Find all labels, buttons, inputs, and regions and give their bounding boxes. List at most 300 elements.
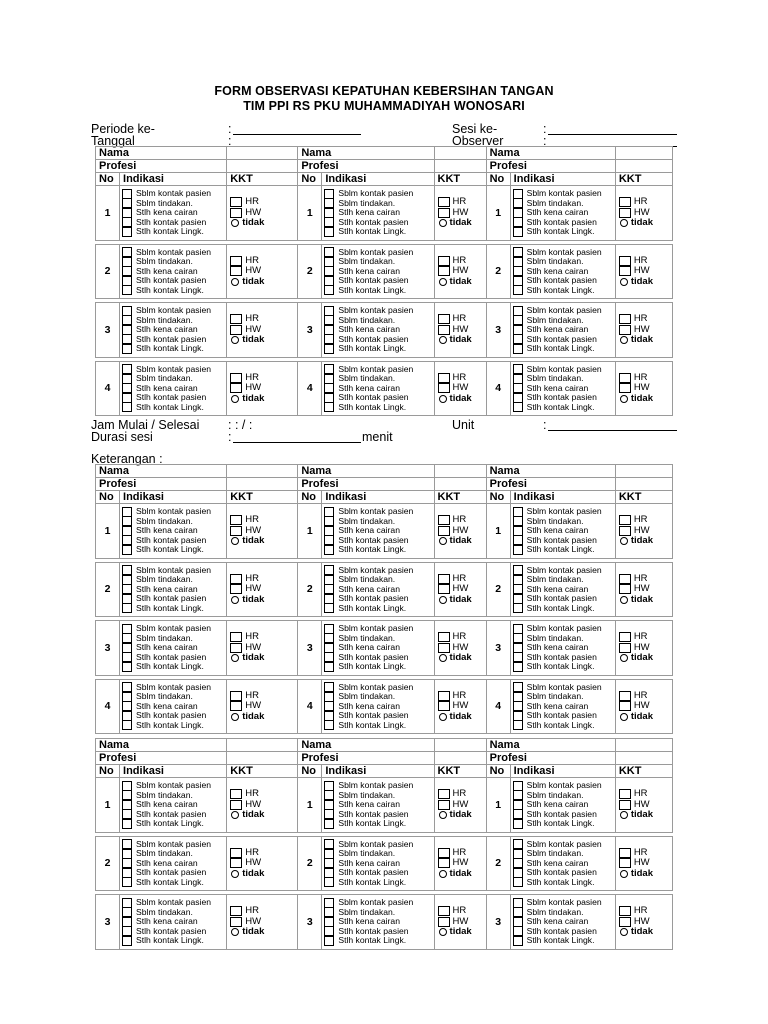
kkt-checkbox[interactable] [438,574,450,584]
kkt-checkbox[interactable] [438,383,450,393]
kkt-radio-circle[interactable] [439,219,447,227]
jam-value[interactable]: : : / : [228,418,253,432]
indication-checkbox[interactable] [513,662,523,672]
kkt-checkbox[interactable] [619,325,631,335]
kkt-radio-circle[interactable] [231,870,239,878]
kkt-option[interactable] [230,653,297,664]
kkt-checkbox[interactable] [438,266,450,276]
kkt-checkbox[interactable] [438,906,450,916]
kkt-option[interactable] [619,314,672,325]
profesi-input[interactable] [434,752,486,765]
kkt-option[interactable] [438,810,486,821]
indication-cell [120,679,227,734]
kkt-option[interactable] [438,653,486,664]
kkt-option[interactable] [438,277,486,288]
kkt-checkbox[interactable] [230,643,242,653]
indication-option[interactable] [513,877,615,886]
indication-cell [120,562,227,617]
indication-label: Stlh kena cairan [526,799,589,810]
indication-option[interactable] [324,868,433,877]
kkt-option[interactable] [438,218,486,229]
kkt-option[interactable] [619,536,672,547]
kkt-option[interactable] [619,810,672,821]
nama-input[interactable] [227,147,298,160]
indication-label: Stlh kena cairan [136,857,198,868]
kkt-option[interactable] [438,515,486,526]
kkt-option[interactable] [619,653,672,664]
indication-option[interactable] [324,711,433,720]
indication-option[interactable] [122,662,226,671]
indication-option[interactable] [324,603,433,612]
indication-label: Stlh kena cairan [526,207,589,218]
indication-option[interactable] [513,344,615,353]
indication-option[interactable] [122,711,226,720]
indication-option[interactable] [513,662,615,671]
kkt-radio-circle[interactable] [620,596,628,604]
row-number: 1 [96,778,120,833]
nama-input[interactable] [615,739,672,752]
indication-option[interactable] [513,393,615,402]
kkt-option[interactable] [619,858,672,869]
kkt-option[interactable] [619,266,672,277]
profesi-input[interactable] [615,752,672,765]
kkt-option[interactable] [438,595,486,606]
indication-option[interactable] [324,662,433,671]
kkt-checkbox[interactable] [230,266,242,276]
indication-option[interactable] [122,819,226,828]
kkt-option[interactable] [619,218,672,229]
kkt-radio-circle[interactable] [620,278,628,286]
kkt-option[interactable] [230,536,297,547]
indication-option[interactable] [122,285,226,294]
kkt-checkbox[interactable] [438,526,450,536]
kkt-option[interactable] [438,858,486,869]
kkt-option[interactable] [438,927,486,938]
kkt-option[interactable] [230,848,297,859]
indication-option[interactable] [122,393,226,402]
indication-option[interactable] [513,603,615,612]
indication-checkbox[interactable] [324,603,334,613]
indication-option[interactable] [324,936,433,945]
indication-option[interactable] [513,936,615,945]
kkt-checkbox[interactable] [230,858,242,868]
indication-checkbox[interactable] [324,877,334,887]
kkt-option[interactable] [619,335,672,346]
kkt-checkbox[interactable] [619,515,631,525]
profesi-input[interactable] [434,478,486,491]
indication-option[interactable] [513,594,615,603]
indication-option[interactable] [324,402,433,411]
kkt-option[interactable] [438,632,486,643]
row-number: 4 [298,361,322,416]
kkt-radio-circle[interactable] [439,336,447,344]
kkt-radio-circle[interactable] [439,278,447,286]
indication-checkbox[interactable] [122,662,132,672]
kkt-checkbox[interactable] [438,917,450,927]
profesi-input[interactable] [615,478,672,491]
indication-label: Stlh kena cairan [136,382,198,393]
kkt-radio-circle[interactable] [231,811,239,819]
indication-option[interactable] [324,276,433,285]
indication-checkbox[interactable] [122,877,132,887]
kkt-checkbox[interactable] [230,373,242,383]
kkt-checkbox[interactable] [438,373,450,383]
indication-cell [510,562,615,617]
kkt-label: HR [245,788,259,800]
kkt-checkbox[interactable] [438,789,450,799]
kkt-radio-circle[interactable] [620,537,628,545]
kkt-option[interactable] [619,789,672,800]
kkt-checkbox[interactable] [230,848,242,858]
kkt-option[interactable] [438,314,486,325]
kkt-radio-circle[interactable] [231,928,239,936]
indication-label: Stlh kena cairan [526,382,589,393]
kkt-radio-circle[interactable] [231,336,239,344]
indication-option[interactable] [324,877,433,886]
indication-checkbox[interactable] [324,227,334,237]
profesi-input[interactable] [227,478,298,491]
kkt-checkbox[interactable] [619,526,631,536]
kkt-option[interactable] [230,266,297,277]
kkt-checkbox[interactable] [619,691,631,701]
kkt-checkbox[interactable] [438,858,450,868]
indication-option[interactable] [122,936,226,945]
kkt-radio-circle[interactable] [231,219,239,227]
indication-checkbox[interactable] [122,402,132,412]
indication-option[interactable] [122,868,226,877]
indication-checkbox[interactable] [324,344,334,354]
kkt-checkbox[interactable] [619,917,631,927]
kkt-option[interactable] [230,927,297,938]
kkt-radio-circle[interactable] [231,654,239,662]
row-number: 4 [96,679,120,734]
profesi-input[interactable] [434,160,486,173]
kkt-options [435,848,486,880]
indication-checkbox[interactable] [513,877,523,887]
kkt-checkbox[interactable] [438,643,450,653]
indication-checkbox[interactable] [324,402,334,412]
indication-label: Stlh kena cairan [338,642,400,653]
indication-label: Stlh kena cairan [526,642,589,653]
kkt-checkbox[interactable] [230,526,242,536]
kkt-radio-circle[interactable] [620,395,628,403]
indication-option[interactable] [513,276,615,285]
kkt-option[interactable] [619,197,672,208]
kkt-radio-circle[interactable] [439,596,447,604]
kkt-radio-circle[interactable] [439,537,447,545]
indication-checkbox[interactable] [122,285,132,295]
kkt-option[interactable] [438,536,486,547]
indication-option[interactable] [324,545,433,554]
indication-option[interactable] [122,276,226,285]
nama-input[interactable] [227,465,298,478]
kkt-cell [615,621,672,676]
indication-option[interactable] [513,711,615,720]
kkt-checkbox[interactable] [619,383,631,393]
kkt-option[interactable] [230,595,297,606]
kkt-checkbox[interactable] [438,256,450,266]
durasi-input[interactable] [233,442,361,443]
kkt-radio-circle[interactable] [620,713,628,721]
kkt-checkbox[interactable] [619,197,631,207]
kkt-option[interactable] [230,906,297,917]
kkt-option[interactable] [438,906,486,917]
indication-option[interactable] [513,285,615,294]
kkt-option[interactable] [230,712,297,723]
kkt-option[interactable] [230,515,297,526]
kkt-option[interactable] [619,712,672,723]
kkt-radio-circle[interactable] [231,713,239,721]
kkt-radio-circle[interactable] [620,654,628,662]
kkt-checkbox[interactable] [438,314,450,324]
indication-checkbox[interactable] [324,720,334,730]
indication-option[interactable] [324,720,433,729]
kkt-checkbox[interactable] [438,701,450,711]
kkt-checkbox[interactable] [230,691,242,701]
kkt-checkbox[interactable] [230,574,242,584]
kkt-option[interactable] [230,632,297,643]
kkt-option[interactable] [230,256,297,267]
nama-input[interactable] [227,739,298,752]
kkt-option[interactable] [619,515,672,526]
kkt-radio-circle[interactable] [439,811,447,819]
kkt-option[interactable] [438,712,486,723]
kkt-radio-circle[interactable] [620,811,628,819]
indication-checkbox[interactable] [513,344,523,354]
kkt-radio-circle[interactable] [439,870,447,878]
kkt-option[interactable] [230,858,297,869]
kkt-checkbox[interactable] [438,584,450,594]
indication-option[interactable] [324,227,433,236]
kkt-option[interactable] [438,869,486,880]
kkt-option[interactable] [230,810,297,821]
kkt-checkbox[interactable] [619,848,631,858]
indication-option[interactable] [122,402,226,411]
indication-label: Stlh kena cairan [136,583,198,594]
indication-option[interactable] [513,819,615,828]
kkt-checkbox[interactable] [619,858,631,868]
kkt-checkbox[interactable] [619,584,631,594]
profesi-input[interactable] [615,160,672,173]
indication-checkbox[interactable] [122,603,132,613]
indication-checkbox[interactable] [324,936,334,946]
kkt-checkbox[interactable] [619,373,631,383]
kkt-radio-circle[interactable] [439,395,447,403]
kkt-option[interactable] [230,197,297,208]
indication-option[interactable] [324,285,433,294]
kkt-radio-circle[interactable] [620,336,628,344]
kkt-option[interactable] [438,383,486,394]
kkt-label: HW [633,700,650,712]
kkt-option[interactable] [438,335,486,346]
indication-option[interactable] [122,594,226,603]
kkt-checkbox[interactable] [230,917,242,927]
indication-checkbox[interactable] [513,819,523,829]
kkt-checkbox[interactable] [619,266,631,276]
indication-option[interactable] [324,594,433,603]
kkt-radio-circle[interactable] [231,537,239,545]
indication-option[interactable] [324,393,433,402]
kkt-radio-circle[interactable] [231,596,239,604]
indication-checkbox[interactable] [324,545,334,555]
kkt-checkbox[interactable] [438,632,450,642]
indication-label: Sblm tindakan. [338,574,396,585]
kkt-checkbox[interactable] [619,314,631,324]
kkt-radio-circle[interactable] [231,278,239,286]
kkt-option[interactable] [438,701,486,712]
kkt-option[interactable] [619,277,672,288]
kkt-checkbox[interactable] [230,197,242,207]
indication-option[interactable] [122,545,226,554]
indication-label: Stlh kontak pasien [136,275,207,286]
kkt-radio-circle[interactable] [620,219,628,227]
kkt-checkbox[interactable] [619,208,631,218]
kkt-radio-circle[interactable] [620,870,628,878]
indication-checkbox[interactable] [513,227,523,237]
kkt-checkbox[interactable] [619,643,631,653]
kkt-option[interactable] [619,906,672,917]
kkt-option[interactable] [230,218,297,229]
indication-checkbox[interactable] [513,603,523,613]
kkt-option[interactable] [230,584,297,595]
profesi-input[interactable] [227,160,298,173]
kkt-checkbox[interactable] [438,325,450,335]
kkt-checkbox[interactable] [230,325,242,335]
nama-input[interactable] [434,465,486,478]
nama-input[interactable] [434,739,486,752]
nama-input[interactable] [615,465,672,478]
kkt-checkbox[interactable] [438,848,450,858]
kkt-option[interactable] [619,632,672,643]
indication-option[interactable] [122,603,226,612]
kkt-option[interactable] [230,574,297,585]
kkt-option[interactable] [230,394,297,405]
indication-checkbox[interactable] [122,227,132,237]
indication-option[interactable] [122,877,226,886]
kkt-checkbox[interactable] [230,701,242,711]
indication-label: Stlh kontak pasien [136,216,207,227]
kkt-checkbox[interactable] [230,584,242,594]
indication-checkbox[interactable] [122,936,132,946]
kkt-checkbox[interactable] [619,701,631,711]
sesi-input[interactable] [548,134,677,135]
kkt-option[interactable] [230,691,297,702]
indication-option[interactable] [122,720,226,729]
indication-checkbox[interactable] [513,936,523,946]
kkt-checkbox[interactable] [230,800,242,810]
profesi-input[interactable] [227,752,298,765]
indication-checkbox[interactable] [513,285,523,295]
kkt-option[interactable] [230,789,297,800]
kkt-radio-circle[interactable] [439,654,447,662]
kkt-checkbox[interactable] [230,632,242,642]
kkt-option[interactable] [438,266,486,277]
indication-checkbox[interactable] [324,819,334,829]
kkt-checkbox[interactable] [230,906,242,916]
indication-checkbox[interactable] [122,344,132,354]
kkt-checkbox[interactable] [438,800,450,810]
kkt-checkbox[interactable] [230,515,242,525]
kkt-checkbox[interactable] [619,906,631,916]
kkt-checkbox[interactable] [230,789,242,799]
indication-cell [510,504,615,559]
kkt-checkbox[interactable] [438,691,450,701]
kkt-option[interactable] [230,373,297,384]
periode-input[interactable] [233,134,361,135]
kkt-option[interactable] [230,383,297,394]
indication-checkbox[interactable] [324,285,334,295]
indication-checkbox[interactable] [122,720,132,730]
kkt-checkbox[interactable] [619,632,631,642]
kkt-option[interactable] [230,314,297,325]
indication-checkbox[interactable] [324,662,334,672]
kkt-checkbox[interactable] [230,383,242,393]
kkt-option[interactable] [619,394,672,405]
indication-option[interactable] [513,545,615,554]
kkt-option[interactable] [619,701,672,712]
kkt-checkbox[interactable] [619,574,631,584]
indication-option[interactable] [324,819,433,828]
nama-input[interactable] [615,147,672,160]
indication-option[interactable] [513,720,615,729]
column-header-no: No [96,491,120,504]
indication-option[interactable] [122,344,226,353]
kkt-radio-circle[interactable] [620,928,628,936]
kkt-checkbox[interactable] [438,208,450,218]
indication-checkbox[interactable] [122,545,132,555]
kkt-checkbox[interactable] [619,789,631,799]
indication-checkbox[interactable] [513,402,523,412]
kkt-radio-circle[interactable] [439,928,447,936]
indication-option[interactable] [122,227,226,236]
kkt-checkbox[interactable] [230,256,242,266]
indication-checkbox[interactable] [513,720,523,730]
kkt-checkbox[interactable] [619,256,631,266]
unit-input[interactable] [548,430,677,431]
row-number: 1 [298,778,322,833]
kkt-checkbox[interactable] [230,314,242,324]
kkt-radio-circle[interactable] [439,713,447,721]
indication-option[interactable] [513,868,615,877]
kkt-checkbox[interactable] [619,800,631,810]
kkt-option[interactable] [438,197,486,208]
indication-option[interactable] [324,344,433,353]
indication-checkbox[interactable] [122,819,132,829]
kkt-checkbox[interactable] [230,208,242,218]
indication-list [511,683,615,730]
kkt-option[interactable] [619,383,672,394]
kkt-checkbox[interactable] [438,197,450,207]
kkt-option[interactable] [230,701,297,712]
kkt-option[interactable] [619,869,672,880]
kkt-option[interactable] [438,584,486,595]
kkt-options [227,574,297,606]
kkt-option[interactable] [438,789,486,800]
kkt-checkbox[interactable] [438,515,450,525]
kkt-option[interactable] [230,335,297,346]
indication-option[interactable] [513,402,615,411]
indication-option[interactable] [513,227,615,236]
kkt-option[interactable] [230,869,297,880]
kkt-option[interactable] [230,277,297,288]
kkt-option[interactable] [619,927,672,938]
kkt-option[interactable] [619,595,672,606]
kkt-radio-circle[interactable] [231,395,239,403]
indication-checkbox[interactable] [513,545,523,555]
kkt-option[interactable] [619,584,672,595]
nama-input[interactable] [434,147,486,160]
kkt-option[interactable] [438,394,486,405]
